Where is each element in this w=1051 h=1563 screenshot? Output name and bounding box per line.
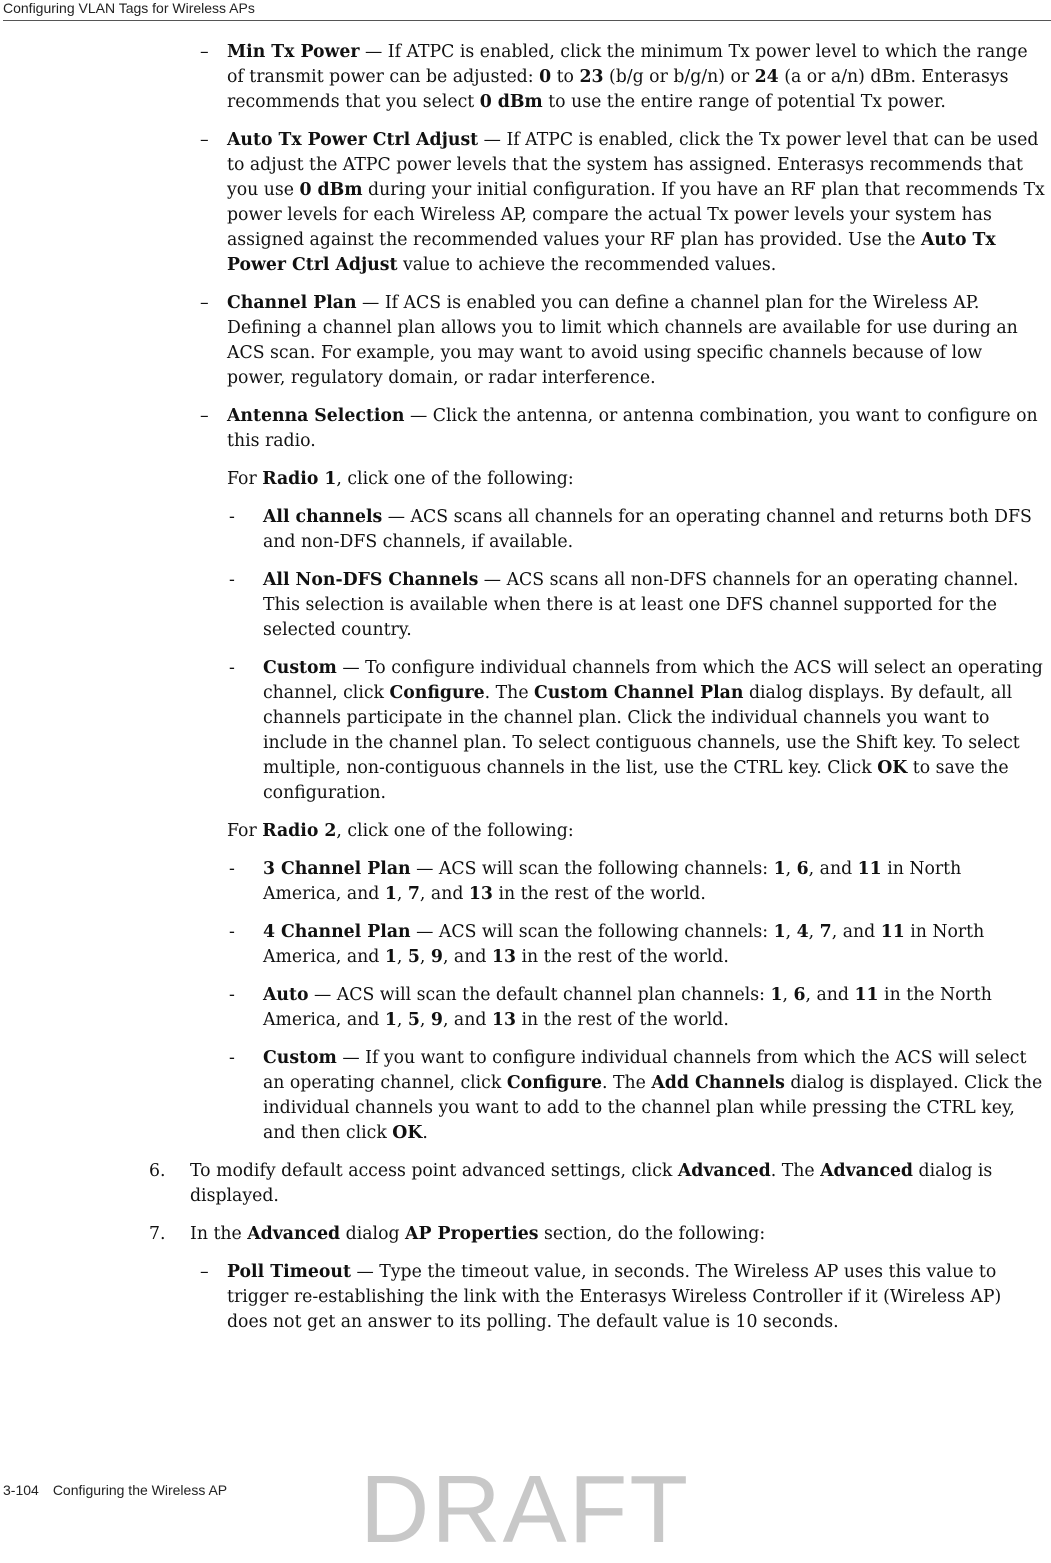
page-number: 3-104 bbox=[3, 1482, 39, 1498]
dash-marker: – bbox=[200, 42, 209, 62]
item-poll-timeout: – Poll Timeout — Type the timeout value, in seconds. The Wireless AP uses this value to trigger re-establishing the link with the Enterasys Wireless Controller if it (Wireless AP) does not get an answer to its polling. The default value is 10 seconds. bbox=[200, 1262, 1002, 1332]
hyphen-marker: - bbox=[229, 985, 235, 1005]
option-all-non-dfs-channels: - All Non-DFS Channels — ACS scans all non-DFS channels for an operating channel. This selection is available when there is at least one DFS channel supported for the selected country. bbox=[229, 570, 1019, 640]
option-4-channel-plan: - 4 Channel Plan — ACS will scan the following channels: 1, 4, 7, and 11 in North America, and 1, 5, 9, and 13 in the rest of the world. bbox=[229, 922, 985, 967]
step-7: 7. In the Advanced dialog AP Properties section, do the following: bbox=[0, 1222, 1051, 1247]
footer-section: Configuring the Wireless AP bbox=[52, 1482, 228, 1498]
hyphen-marker: - bbox=[229, 658, 235, 678]
dash-marker: – bbox=[200, 1262, 209, 1282]
option-radio1-custom: - Custom — To configure individual channels from which the ACS will select an operating channel, click Configure. The Custom Channel Plan dialog displays. By default, all channels participate in the channel plan. Click the individual channels you want to include in the channel plan. To select contiguous channels, use the Shift key. To select multiple, non-contiguous channels in the list, use the CTRL key. Click OK to save the configuration. bbox=[229, 658, 1043, 803]
item-min-tx-power: – Min Tx Power — If ATPC is enabled, click the minimum Tx power level to which the range of transmit power can be adjusted: 0 to 23 (b/g or b/g/n) or 24 (a or a/n) dBm. Enterasys recommends that you select 0 dBm to use the entire range of potential Tx power. bbox=[200, 42, 1028, 112]
radio2-intro: For Radio 2, click one of the following: bbox=[227, 821, 574, 841]
radio1-intro: For Radio 1, click one of the following: bbox=[227, 469, 574, 489]
step-number: 6. bbox=[149, 1161, 166, 1181]
term-channel-plan: Channel Plan bbox=[227, 293, 357, 313]
item-antenna-selection: – Antenna Selection — Click the antenna, or antenna combination, you want to configure on this radio. bbox=[200, 406, 1038, 451]
option-radio2-custom: - Custom — If you want to configure individual channels from which the ACS will select an operating channel, click Configure. The Add Channels dialog is displayed. Click the individual channels you want to add to the channel plan while pressing the CTRL key, and then click OK. bbox=[229, 1048, 1043, 1143]
dash-marker: – bbox=[200, 130, 209, 150]
running-header bbox=[3, 0, 1051, 21]
header-title: Configuring VLAN Tags for Wireless APs bbox=[3, 0, 255, 16]
item-auto-tx-power-ctrl-adjust: – Auto Tx Power Ctrl Adjust — If ATPC is enabled, click the Tx power level that can be used to adjust the ATPC power levels that the system has assigned. Enterasys recommends that you use 0 dBm during your initial configuration. If you have an RF plan that recommends Tx power levels for each Wireless AP, compare the actual Tx power levels your system has assigned against the recommended values your RF plan has provided. Use the Auto Tx Power Ctrl Adjust value to achieve the recommended values. bbox=[200, 130, 1045, 275]
hyphen-marker: - bbox=[229, 1048, 235, 1068]
option-auto: - Auto — ACS will scan the default channel plan channels: 1, 6, and 11 in the North America, and 1, 5, 9, and 13 in the rest of the world. bbox=[229, 985, 992, 1030]
option-all-channels: - All channels — ACS scans all channels for an operating channel and returns both DFS and non-DFS channels, if available. bbox=[229, 507, 1032, 552]
dash-marker: – bbox=[200, 293, 209, 313]
term-min-tx-power: Min Tx Power bbox=[227, 42, 360, 62]
hyphen-marker: - bbox=[229, 922, 235, 942]
step-6: 6. To modify default access point advanced settings, click Advanced. The Advanced dialog is displayed. bbox=[149, 1161, 993, 1206]
option-3-channel-plan: - 3 Channel Plan — ACS will scan the following channels: 1, 6, and 11 in North America, and 1, 7, and 13 in the rest of the world. bbox=[229, 859, 962, 904]
term-poll-timeout: Poll Timeout bbox=[227, 1262, 351, 1282]
term-antenna-selection: Antenna Selection bbox=[227, 406, 405, 426]
term-auto-tx-power: Auto Tx Power Ctrl Adjust bbox=[227, 130, 479, 150]
hyphen-marker: - bbox=[229, 507, 235, 527]
dash-marker: – bbox=[200, 406, 209, 426]
hyphen-marker: - bbox=[229, 570, 235, 590]
hyphen-marker: - bbox=[229, 859, 235, 879]
item-channel-plan: – Channel Plan — If ACS is enabled you can define a channel plan for the Wireless AP. Defining a channel plan allows you to limit which channels are available for use during an ACS scan. For example, you may want to avoid using specific channels because of low power, regulatory domain, or radar interference. bbox=[200, 293, 1018, 388]
step-number: 7. bbox=[149, 1224, 166, 1244]
draft-watermark: DRAFT bbox=[360, 1456, 690, 1563]
document-body bbox=[0, 40, 1051, 1335]
page-footer bbox=[3, 1482, 227, 1498]
